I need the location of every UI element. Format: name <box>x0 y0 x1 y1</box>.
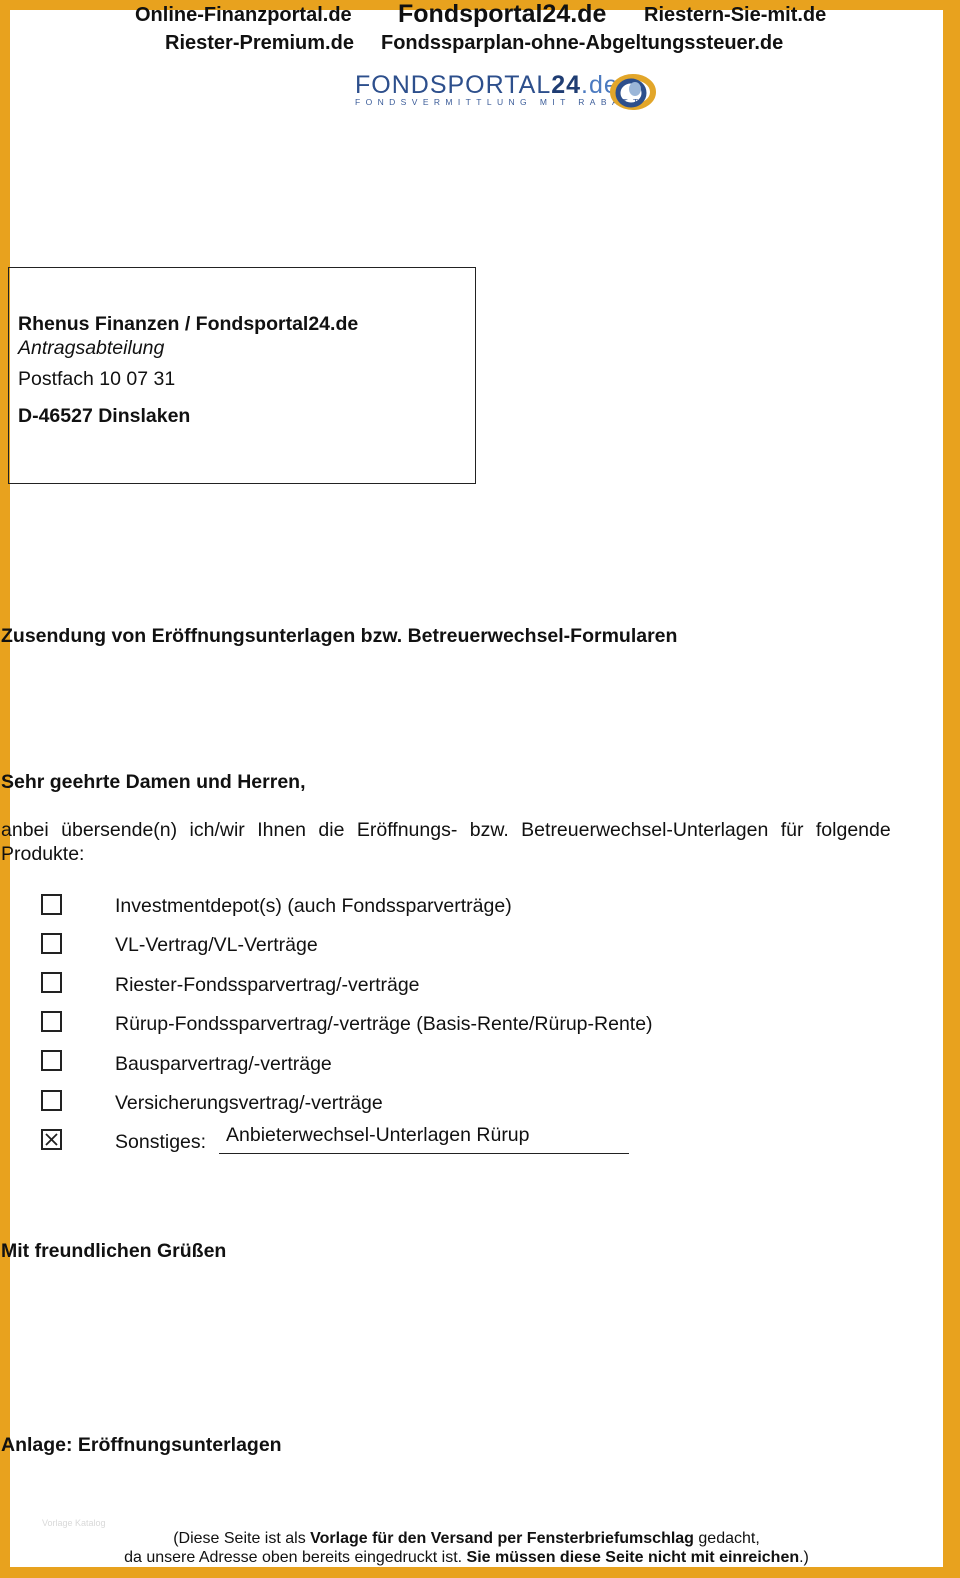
label-versicherungsvertrag: Versicherungsvertrag/-verträge <box>115 1092 383 1114</box>
letter-subject: Zusendung von Eröffnungsunterlagen bzw. Betreuerwechsel-Formularen <box>1 625 678 647</box>
watermark: Vorlage Katalog <box>42 1518 106 1528</box>
label-investmentdepot: Investmentdepot(s) (auch Fondssparverträge) <box>115 895 512 917</box>
recipient-department: Antragsabteilung <box>18 337 165 359</box>
header-link-online-finanzportal[interactable]: Online-Finanzportal.de <box>135 4 352 26</box>
footer-note-line-2: da unsere Adresse oben bereits eingedruckt ist. Sie müssen diese Seite nicht mit einreichen.) <box>124 1549 809 1566</box>
closing-greeting: Mit freundlichen Grüßen <box>1 1240 227 1262</box>
logo-tld: .de <box>581 71 619 99</box>
fondsportal24-logo <box>355 71 644 107</box>
attachment-note: Anlage: Eröffnungsunterlagen <box>1 1434 282 1456</box>
checkbox-bausparvertrag[interactable] <box>41 1050 62 1071</box>
header-link-fondssparplan[interactable]: Fondssparplan-ohne-Abgeltungssteuer.de <box>381 32 784 54</box>
logo-wordmark: FONDSPORTAL <box>355 71 552 99</box>
label-riester: Riester-Fondssparvertrag/-verträge <box>115 974 420 996</box>
logo-number: 24 <box>551 71 582 99</box>
label-sonstiges: Sonstiges: <box>115 1131 207 1153</box>
recipient-city: D-46527 Dinslaken <box>18 405 191 427</box>
header-link-riestern-sie-mit[interactable]: Riestern-Sie-mit.de <box>644 4 827 26</box>
document-page <box>1 0 943 1567</box>
checkbox-versicherungsvertrag[interactable] <box>41 1090 62 1111</box>
checkbox-riester[interactable] <box>41 972 62 993</box>
salutation: Sehr geehrte Damen und Herren, <box>1 771 306 793</box>
logo-tagline: FONDSVERMITTLUNG MIT RABATT <box>355 97 644 107</box>
header-link-riester-premium[interactable]: Riester-Premium.de <box>165 32 354 54</box>
recipient-company: Rhenus Finanzen / Fondsportal24.de <box>18 313 359 335</box>
label-ruerup: Rürup-Fondssparvertrag/-verträge (Basis-Rente/Rürup-Rente) <box>115 1013 653 1035</box>
checkbox-vl-vertrag[interactable] <box>41 933 62 954</box>
checkbox-sonstiges[interactable] <box>41 1129 62 1150</box>
header-link-fondsportal24[interactable]: Fondsportal24.de <box>398 0 607 28</box>
footer-note-line-1: (Diese Seite ist als Vorlage für den Versand per Fensterbriefumschlag gedacht, <box>173 1530 760 1547</box>
intro-line-2: Produkte: <box>1 843 85 865</box>
label-vl-vertrag: VL-Vertrag/VL-Verträge <box>115 934 318 956</box>
sonstiges-field-value[interactable]: Anbieterwechsel-Unterlagen Rürup <box>226 1124 530 1146</box>
logo-swirl-icon <box>610 72 660 112</box>
sonstiges-field-line <box>219 1153 629 1154</box>
checkmark-x-icon <box>44 1132 59 1147</box>
checkbox-ruerup[interactable] <box>41 1011 62 1032</box>
intro-line-1: anbei übersende(n) ich/wir Ihnen die Eröffnungs- bzw. Betreuerwechsel-Unterlagen für folgende <box>1 819 891 841</box>
label-bausparvertrag: Bausparvertrag/-verträge <box>115 1053 332 1075</box>
recipient-postbox: Postfach 10 07 31 <box>18 368 176 390</box>
checkbox-investmentdepot[interactable] <box>41 894 62 915</box>
